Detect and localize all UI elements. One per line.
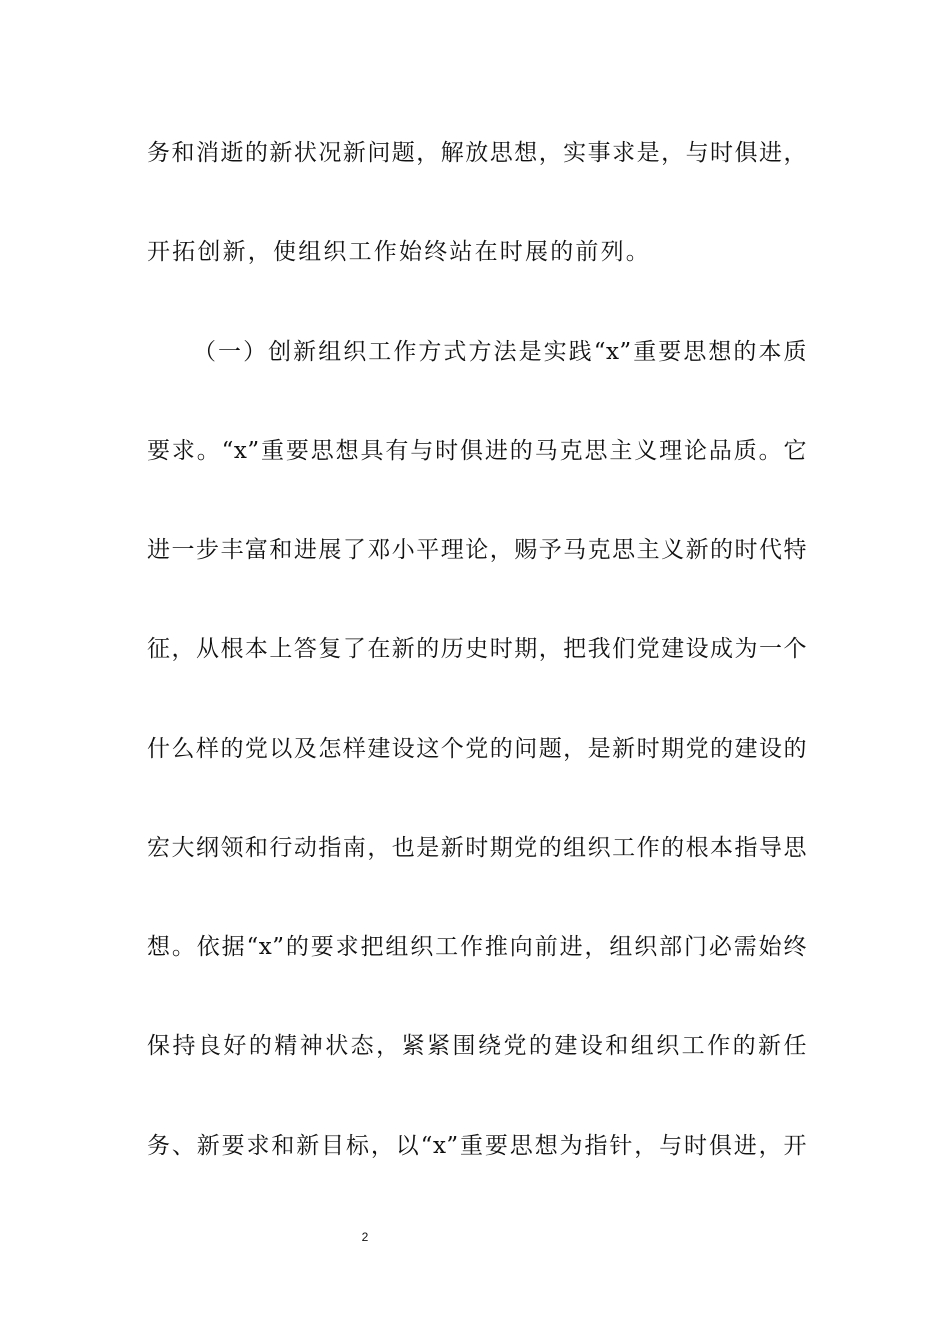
text-line: 什么样的党以及怎样建设这个党的问题，是新时期党的建设的 [147,736,807,762]
text-line: 务和消逝的新状况新问题，解放思想，实事求是，与时俱进， [147,140,807,166]
text-line: 开拓创新，使组织工作始终站在时展的前列。 [147,239,651,265]
section-heading-line: （一）创新组织工作方式方法是实践“x”重要思想的本质 [193,339,807,365]
text-line: 宏大纲领和行动指南，也是新时期党的组织工作的根本指导思 [147,835,807,861]
text-line: 保持良好的精神状态，紧紧围绕党的建设和组织工作的新任 [147,1033,807,1059]
text-line: 务、新要求和新目标，以“x”重要思想为指针，与时俱进，开 [147,1133,807,1159]
text-line: 要求。“x”重要思想具有与时俱进的马克思主义理论品质。它 [147,438,807,464]
page-number: 2 [361,1230,369,1244]
text-line: 进一步丰富和进展了邓小平理论，赐予马克思主义新的时代特 [147,537,807,563]
text-line: 想。依据“x”的要求把组织工作推向前进，组织部门必需始终 [147,934,807,960]
text-line: 征，从根本上答复了在新的历史时期，把我们党建设成为一个 [147,636,807,662]
